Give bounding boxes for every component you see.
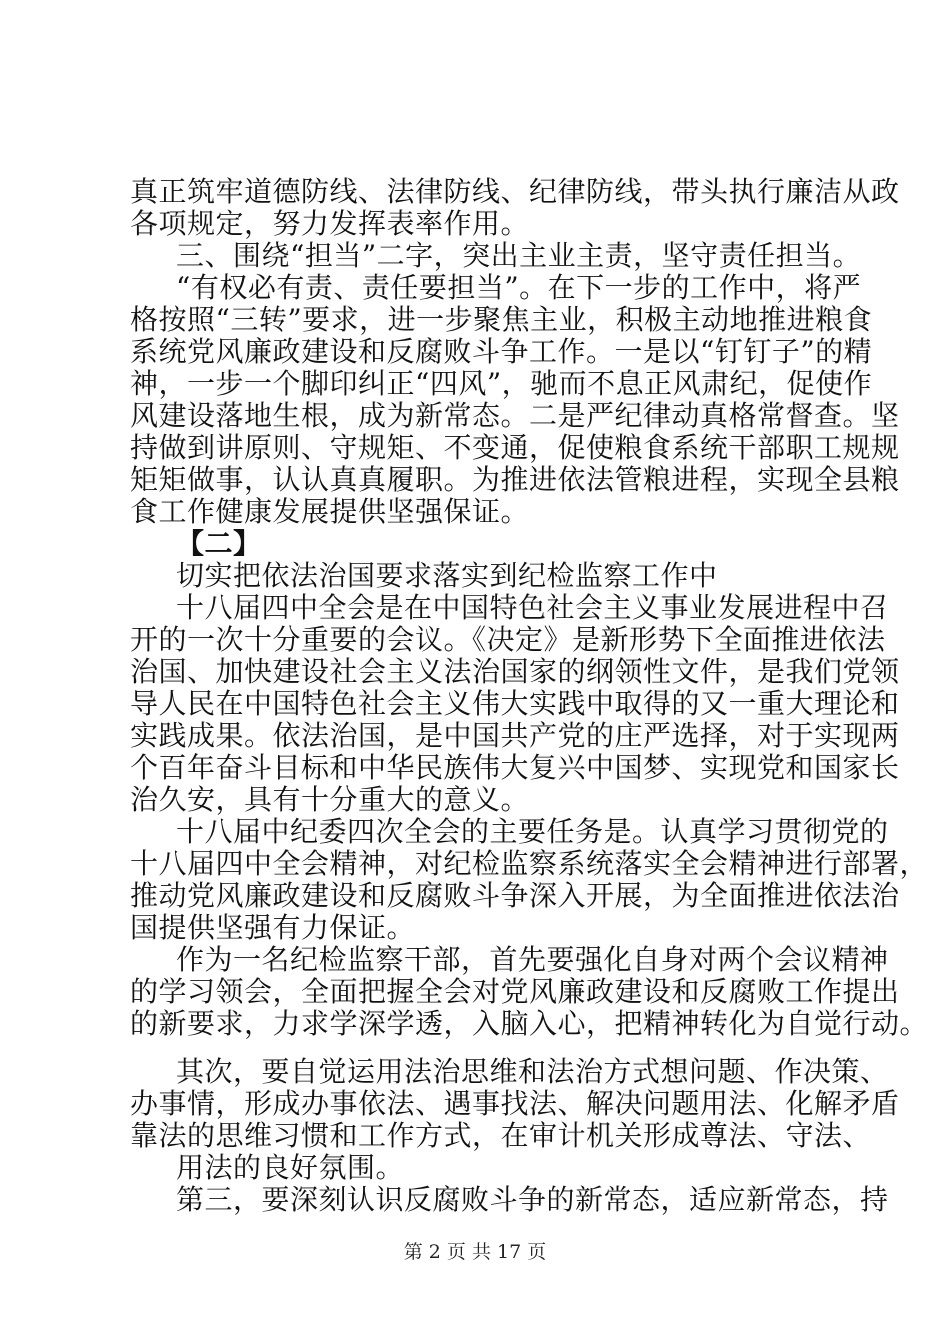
text-line: 用法的良好氛围。: [176, 1151, 405, 1184]
text-line: 作为一名纪检监察干部，首先要强化自身对两个会议精神: [176, 943, 889, 976]
text-line: 治国、加快建设社会主义法治国家的纲领性文件，是我们党领: [130, 655, 900, 688]
text-line: 持做到讲原则、守规矩、不变通，促使粮食系统干部职工规规: [130, 431, 900, 464]
text-line: “有权必有责、责任要担当”。在下一步的工作中，将严: [176, 271, 862, 304]
text-line: 十八届中纪委四次全会的主要任务是。认真学习贯彻党的: [176, 815, 889, 848]
article-title: 切实把依法治国要求落实到纪检监察工作中: [176, 559, 718, 592]
text-line: 各项规定，努力发挥表率作用。: [130, 207, 530, 240]
text-line: 系统党风廉政建设和反腐败斗争工作。一是以“钉钉子”的精: [130, 335, 873, 368]
text-line: 其次，要自觉运用法治思维和法治方式想问题、作决策、: [176, 1055, 889, 1088]
text-line: 开的一次十分重要的会议。《决定》是新形势下全面推进依法: [130, 623, 886, 656]
text-line: 实践成果。依法治国，是中国共产党的庄严选择，对于实现两: [130, 719, 900, 752]
text-line: 食工作健康发展提供坚强保证。: [130, 495, 530, 528]
text-line: 的学习领会，全面把握全会对党风廉政建设和反腐败工作提出: [130, 975, 900, 1008]
text-line: 靠法的思维习惯和工作方式，在审计机关形成尊法、守法、: [130, 1119, 872, 1152]
text-line: 导人民在中国特色社会主义伟大实践中取得的又一重大理论和: [130, 687, 900, 720]
page-footer: 第 2 页 共 17 页: [403, 1241, 547, 1263]
text-line: 办事情，形成办事依法、遇事找法、解决问题用法、化解矛盾: [130, 1087, 900, 1120]
text-line: 个百年奋斗目标和中华民族伟大复兴中国梦、实现党和国家长: [130, 751, 900, 784]
text-line: 矩矩做事，认认真真履职。为推进依法管粮进程，实现全县粮: [130, 463, 900, 496]
text-line: 风建设落地生根，成为新常态。二是严纪律动真格常督查。坚: [130, 399, 900, 432]
text-line: 的新要求，力求学深学透，入脑入心，把精神转化为自觉行动。: [130, 1007, 929, 1040]
text-line: 推动党风廉政建设和反腐败斗争深入开展，为全面推进依法治: [130, 879, 900, 912]
text-line: 神，一步一个脚印纠正“四风”，驰而不息正风肃纪，促使作: [130, 367, 873, 400]
section-heading: 三、围绕“担当”二字，突出主业主责，坚守责任担当。: [176, 239, 862, 272]
text-line: 格按照“三转”要求，进一步聚焦主业，积极主动地推进粮食: [130, 303, 873, 336]
text-line: 真正筑牢道德防线、法律防线、纪律防线，带头执行廉洁从政: [130, 175, 900, 208]
text-line: 国提供坚强有力保证。: [130, 911, 416, 944]
text-line: 第三，要深刻认识反腐败斗争的新常态，适应新常态，持: [176, 1183, 889, 1216]
text-line: 治久安，具有十分重大的意义。: [130, 783, 530, 816]
text-line: 十八届四中全会是在中国特色社会主义事业发展进程中召: [176, 591, 889, 624]
text-line: 十八届四中全会精神，对纪检监察系统落实全会精神进行部署，: [130, 847, 929, 880]
part-marker: 【二】: [176, 527, 262, 560]
